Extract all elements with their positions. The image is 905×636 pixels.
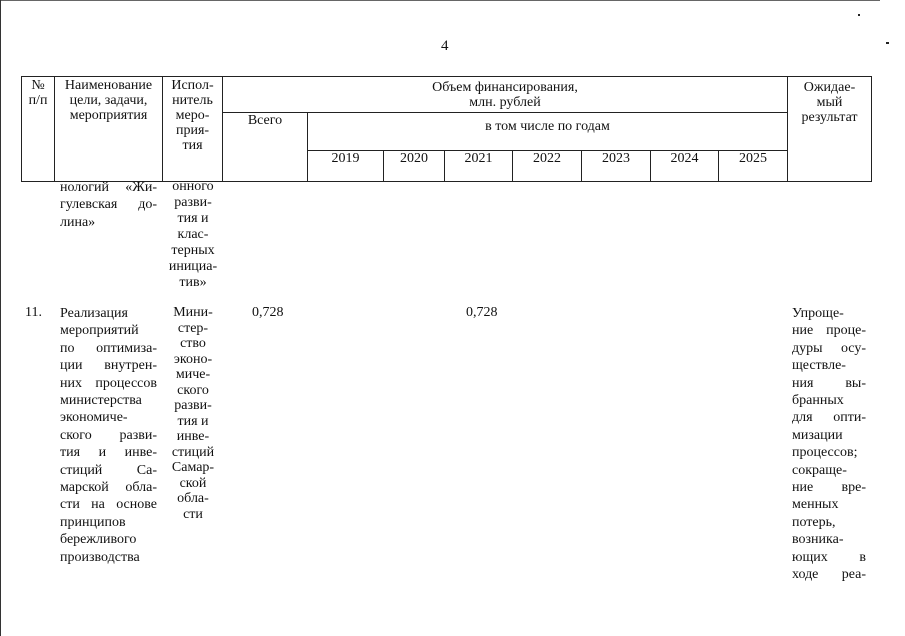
- year-label-2019: 2019: [331, 151, 360, 166]
- header-label-by-years: в том числе по годам: [485, 119, 610, 134]
- header-label-name: Наименование цели, задачи, мероприятия: [64, 78, 153, 123]
- header-label-number: № п/п: [28, 78, 48, 108]
- row-total-value: 0,728: [252, 305, 284, 320]
- continuation-name: нологий «Жи- гулевская до- лина»: [60, 180, 157, 230]
- header-label-executor: Испол- нитель меро- прия- тия: [171, 78, 214, 153]
- scan-left-edge: [0, 0, 1, 636]
- scan-top-edge: [0, 0, 880, 1]
- header-label-total: Всего: [247, 113, 283, 128]
- header-label-financing: Объем финансирования, млн. рублей: [432, 80, 578, 110]
- year-label-2024: 2024: [670, 151, 699, 166]
- header-label-result: Ожидае- мый результат: [801, 80, 858, 125]
- year-label-2021: 2021: [464, 151, 493, 166]
- continuation-executor: онного разви- тия и клас- терных инициа- тив»: [168, 179, 218, 290]
- year-label-2022: 2022: [533, 151, 561, 166]
- row-name: Реализация мероприятий по оптимиза- ции внутрен- них процессов министерства экономиче- ского разви- тия и инве- стиций Са- марской обла- сти на основе принципов бережливого производства: [60, 306, 157, 565]
- year-label-2025: 2025: [739, 151, 767, 166]
- year-label-2020: 2020: [400, 151, 428, 166]
- row-value-2021: 0,728: [466, 305, 498, 320]
- year-label-2023: 2023: [602, 151, 630, 166]
- scan-speck: [858, 14, 860, 16]
- row-executor: Мини- стер- ство эконо- миче- ского разви- тия и инве- стиций Самар- ской обла- сти: [171, 305, 215, 522]
- row-number: 11.: [25, 305, 42, 320]
- scan-speck: [886, 42, 889, 44]
- page-number: 4: [441, 38, 449, 54]
- row-result: Упроще- ние проце- дуры осу- ществле- ния вы- бранных для опти- мизации процессов; сокраще- ние вре- менных потерь, возника- ющих в ходе реа-: [792, 306, 866, 583]
